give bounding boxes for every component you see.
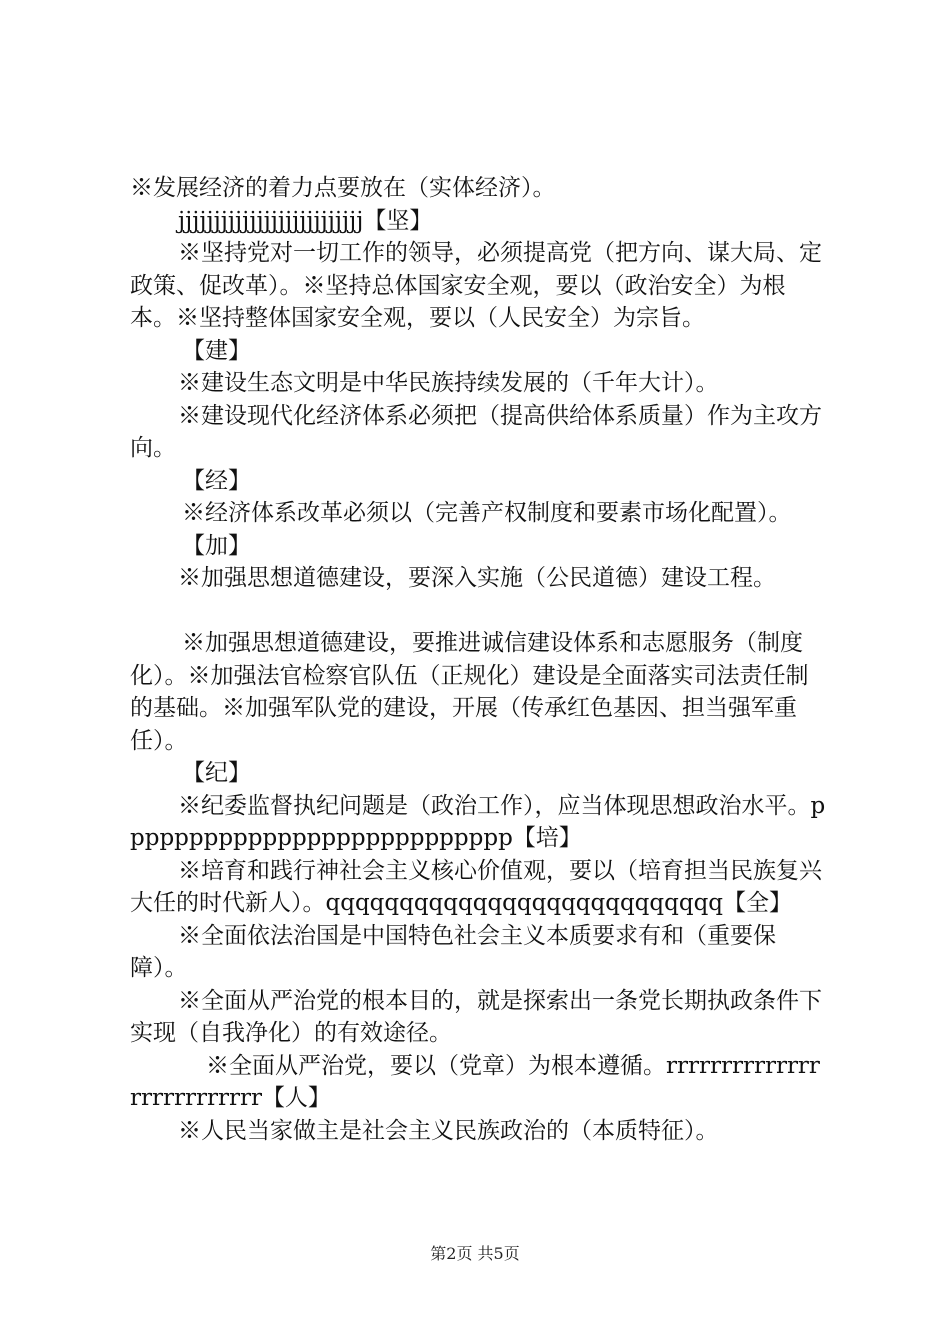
section-heading: 【加】 xyxy=(182,532,251,559)
paragraph: ※加强思想道德建设，要推进诚信建设体系和志愿服务（制度化）。※加强法官检察官队伍（正规化）建设是全面落实司法责任制的基础。※加强军队党的建设，开展（传承红色基因、担当强军重任）。 xyxy=(130,630,809,754)
paragraph: ※经济体系改革必须以（完善产权制度和要素市场化配置）。 xyxy=(182,500,792,526)
paragraph: ※纪委监督执纪问题是（政治工作），应当体现思想政治水平。ppppppppppppppppppppppppppp【培】 xyxy=(130,792,826,851)
paragraph: ※人民当家做主是社会主义民族政治的（本质特征）。 xyxy=(178,1117,719,1144)
paragraph: ※坚持党对一切工作的领导，必须提高党（把方向、谋大局、定政策、促改革）。※坚持总体国家安全观，要以（政治安全）为根本。※坚持整体国家安全观，要以（人民安全）为宗旨。 xyxy=(130,240,822,331)
paragraph: ※建设现代化经济体系必须把（提高供给体系质量）作为主攻方向。 xyxy=(130,402,822,461)
page-footer: 第2页 共5页 xyxy=(430,1244,520,1263)
paragraph: ※发展经济的着力点要放在（实体经济）。 xyxy=(130,175,556,201)
paragraph: ※全面从严治党，要以（党章）为根本遵循。rrrrrrrrrrrrrrrrrrrrrrrrrr【人】 xyxy=(130,1052,820,1111)
paragraph: ※建设生态文明是中华民族持续发展的（千年大计）。 xyxy=(178,370,719,396)
section-heading: 【建】 xyxy=(182,337,251,364)
document-body xyxy=(130,172,830,1147)
section-heading: 【经】 xyxy=(182,467,251,494)
section-heading: 【纪】 xyxy=(182,760,251,786)
paragraph: ※培育和践行神社会主义核心价值观，要以（培育担当民族复兴大任的时代新人）。qqqqqqqqqqqqqqqqqqqqqqqqqqq【全】 xyxy=(130,857,822,916)
paragraph: ※加强思想道德建设，要深入实施（公民道德）建设工程。 xyxy=(178,565,776,591)
paragraph: ※全面从严治党的根本目的，就是探索出一条党长期执政条件下实现（自我净化）的有效途径。 xyxy=(130,987,822,1046)
paragraph: jjjjjjjjjjjjjjjjjjjjjjjjjj【坚】 xyxy=(178,207,433,234)
blank-line xyxy=(130,595,830,628)
paragraph: ※全面依法治国是中国特色社会主义本质要求有和（重要保障）。 xyxy=(130,922,776,981)
